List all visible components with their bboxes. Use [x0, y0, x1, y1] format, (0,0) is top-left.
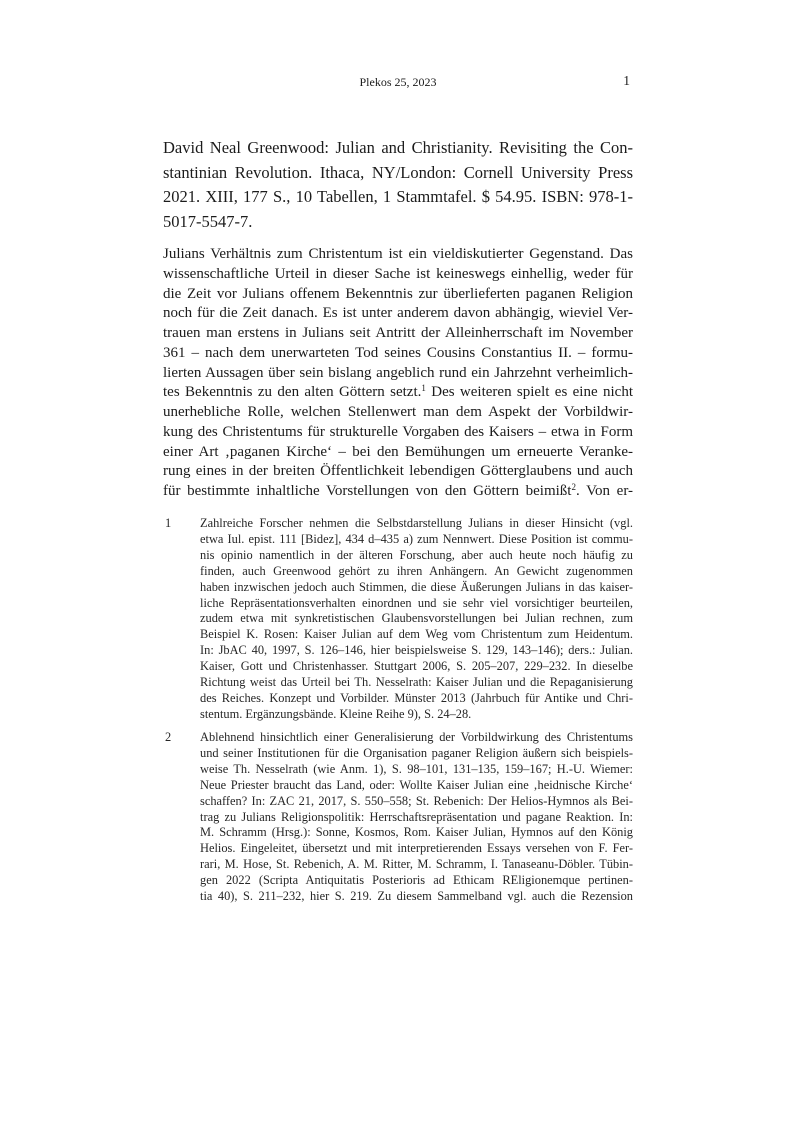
page-number: 1 [623, 73, 630, 88]
body-text: . Von er- [575, 483, 634, 499]
footnote-reference: 2 [571, 482, 576, 493]
body-text: für bestimmte inhaltliche Vorstellungen von den Göttern beimißt [163, 483, 572, 499]
running-header [163, 74, 633, 90]
body-text: rung eines in der breiten Öffentlichkeit lebendigen Götterglaubens und auch [163, 463, 633, 480]
footnote-line: Kaiser, Gott und Christenhasser. Stuttgart 2006, S. 205–207, 229–232. In dieselbe [200, 659, 633, 674]
footnote-line: schaffen? In: ZAC 21, 2017, S. 550–558; St. Rebenich: Der Helios-Hymnos als Bei- [200, 793, 633, 808]
title-line: 2021. XIII, 177 S., 10 Tabellen, 1 Stammtafel. $ 54.95. ISBN: 978-1- [163, 187, 633, 206]
body-text: 361 – nach dem unerwarteten Tod seines Cousins Constantius II. – formu- [163, 344, 633, 361]
footnote-line: nis opinio namentlich in der älteren Forschung, aber auch heute noch häufig zu [200, 547, 633, 562]
footnote-text [200, 516, 633, 723]
body-line [163, 364, 633, 384]
body-line [163, 403, 633, 423]
body-text: trauen man erstens in Julians seit Antritt der Alleinherrschaft im November [163, 325, 633, 341]
footnote-line: In: JbAC 40, 1997, S. 126–146, hier beispielsweise S. 129, 143–146); ders.: Julian. [200, 643, 633, 658]
footnote-line: stentum. Ergänzungsbände. Kleine Reihe 9), S. 24–28. [200, 706, 472, 721]
footnote-line: etwa Iul. epist. 111 [Bidez], 434 d–435 a) zum Nennwert. Diese Position ist commu- [200, 531, 633, 546]
footnote-line: M. Schramm (Hrsg.): Sonne, Kosmos, Rom. Kaiser Julian, Hymnos auf den König [200, 825, 633, 840]
footnote-number: 2 [165, 730, 172, 744]
footnote-line: weise Th. Nesselrath (wie Anm. 1), S. 98–101, 131–135, 159–167; H.-U. Wiemer: [200, 761, 633, 776]
body-text: die Zeit vor Julians offenem Bekenntnis zur überlieferten paganen Religion [163, 285, 633, 302]
journal-issue: Plekos 25, 2023 [359, 75, 437, 89]
body-line [163, 482, 633, 502]
body-line [163, 324, 633, 344]
body-text: noch für die Zeit danach. Es ist unter anderem davon abhängig, wieviel Ver- [163, 305, 633, 322]
footnote-line: Ablehnend hinsichtlich einer Generalisierung der Vorbildwirkung des Christentums [200, 730, 633, 744]
title-line: David Neal Greenwood: Julian and Christianity. Revisiting the Con- [163, 138, 633, 157]
body-line [163, 423, 633, 443]
body-paragraph [163, 245, 633, 502]
footnote-line: rari, M. Hose, St. Rebenich, A. M. Ritter, M. Schramm, I. Tanaseanu-Döbler. Tübin- [200, 857, 633, 872]
review-title [163, 136, 633, 234]
body-text: Julians Verhältnis zum Christentum ist ein vieldiskutierter Gegenstand. Das [163, 246, 633, 262]
footnote-line: Zahlreiche Forscher nehmen die Selbstdarstellung Julians in dieser Hinsicht (vgl. [200, 516, 633, 530]
body-line [163, 383, 633, 403]
body-line [163, 344, 633, 364]
footnote-line: tia 40), S. 211–232, hier S. 219. Zu diesem Sammelband vgl. auch die Rezension [200, 889, 633, 904]
footnote-line: zudem etwa mit synkretistischen Glaubensvorstellungen bei Julian rechnen, zum [200, 611, 633, 626]
footnote-text [200, 730, 633, 905]
body-line [163, 265, 633, 285]
body-line [163, 462, 633, 482]
footnote-line: Neue Priester braucht das Land, oder: Wollte Kaiser Julian eine ‚heidnische Kirche‘ [200, 777, 633, 792]
body-text: tes Bekenntnis zu den alten Göttern setzt. [163, 384, 422, 401]
footnote-line: gen 2022 (Scripta Antiquitatis Posterioris ad Ethicam REligionemque pertinen- [200, 873, 633, 888]
footnote-line: finden, auch Greenwood gehört zu ihren Anhängern. An Gewicht zugenommen [200, 563, 633, 578]
footnote-line: trag zu Julians Religionspolitik: Herrschaftsrepräsentation und pagane Reaktion. In: [200, 809, 633, 824]
footnote-line: haben inzwischen jedoch auch Stimmen, die diese Äußerungen Julians in das kaiser- [200, 579, 633, 594]
footnote-reference: 1 [421, 383, 426, 394]
body-text: wissenschaftliche Urteil in dieser Sache ist keineswegs einhellig, weder für [163, 265, 633, 282]
body-line [163, 285, 633, 305]
body-text: einer Art ‚paganen Kirche‘ – bei den Bemühungen um erneuerte Veranke- [163, 443, 633, 460]
footnote-line: Richtung weist das Urteil bei Th. Nesselrath: Kaiser Julian und die Repaganisierung [200, 675, 633, 690]
footnote-1 [163, 516, 633, 723]
body-line [163, 443, 633, 463]
footnote-line: Helios. Eingeleitet, übersetzt und mit interpretierenden Essays versehen von F. Fer- [200, 841, 633, 856]
footnote-line: Beispiel K. Rosen: Kaiser Julian auf dem Weg vom Christentum zum Heidentum. [200, 627, 633, 642]
body-line [163, 245, 633, 265]
body-text: unerhebliche Rolle, welchen Stellenwert man dem Aspekt der Vorbildwir- [163, 404, 633, 420]
title-line: stantinian Revolution. Ithaca, NY/London: Cornell University Press [163, 162, 633, 182]
footnote-2 [163, 730, 633, 905]
footnote-number: 1 [165, 516, 172, 530]
body-text: lierten Aussagen über sein bislang angeblich rund ein Jahrzehnt verheimlich- [163, 364, 633, 381]
footnote-line: des Reiches. Konzept und Vorbilder. Münster 2013 (Jahrbuch für Antike und Chri- [200, 690, 633, 705]
body-line [163, 304, 633, 324]
body-text: kung des Christentums für strukturelle Vorgaben des Kaisers – etwa in Form [163, 423, 633, 440]
body-text: Des weiteren spielt es eine nicht [425, 384, 633, 401]
footnote-line: liche Repräsentationsverhalten einordnen und sie sehr viel vorsichtiger beurteilen, [200, 595, 633, 610]
footnote-line: und seiner Institutionen für die Organisation paganer Religion äußern sich beispiels- [200, 745, 633, 760]
title-line: 5017-5547-7. [163, 211, 253, 231]
